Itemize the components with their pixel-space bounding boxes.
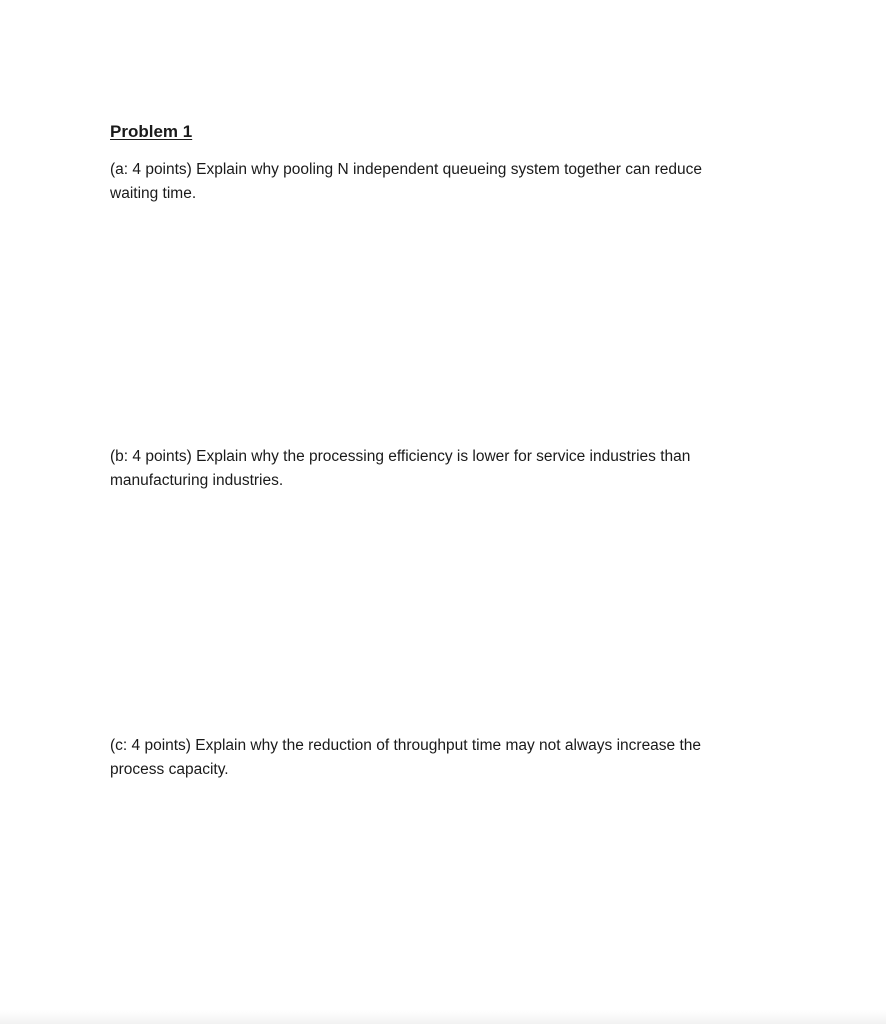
question-b: (b: 4 points) Explain why the processing efficiency is lower for service industries than manufacturing industries. <box>110 448 691 489</box>
question-a: (a: 4 points) Explain why pooling N independent queueing system together can reduce waiting time. <box>110 161 702 202</box>
problem-title: Problem 1 <box>110 122 193 141</box>
page-bottom-edge <box>0 1010 886 1024</box>
question-c: (c: 4 points) Explain why the reduction of throughput time may not always increase the process capacity. <box>110 737 702 778</box>
